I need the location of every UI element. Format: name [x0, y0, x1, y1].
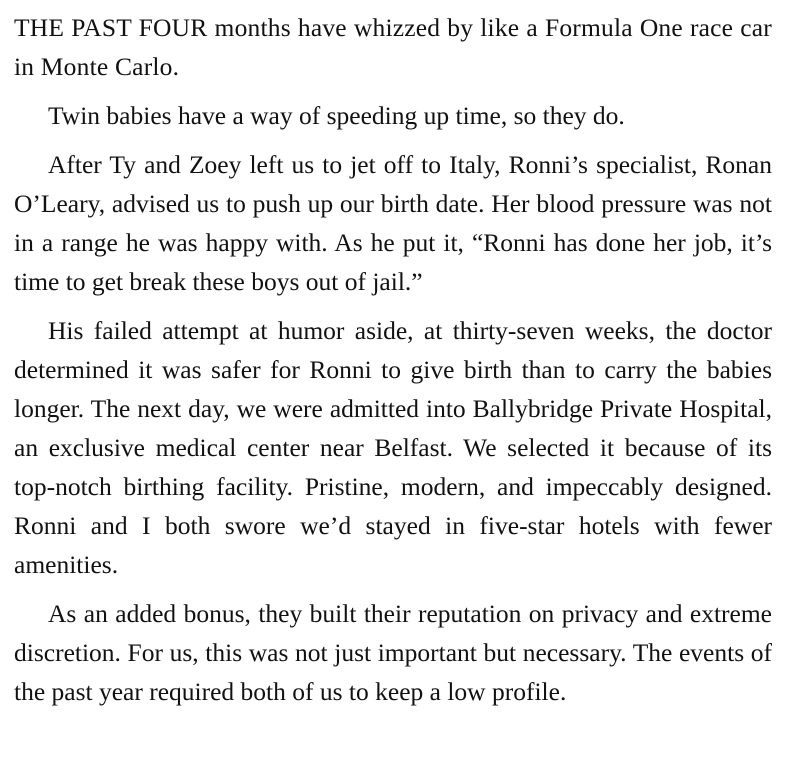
paragraph-1: THE PAST FOUR months have whizzed by like a Formula One race car in Monte Carlo. [14, 13, 772, 81]
paragraph-3: After Ty and Zoey left us to jet off to Italy, Ronni’s specialist, Ronan O’Leary, advised us to push up our birth date. Her blood pressure was not in a range he was happy with. As he put it, “Ronni has done her job, it’s time to get break these boys out of jail.” [14, 150, 772, 296]
paragraph-5: As an added bonus, they built their reputation on privacy and extreme discretion. For us, this was not just important but necessary. The events of the past year required both of us to keep a low profile. [14, 599, 772, 706]
paragraph-2: Twin babies have a way of speeding up time, so they do. [48, 101, 625, 130]
paragraph-4: His failed attempt at humor aside, at thirty-seven weeks, the doctor determined it was safer for Ronni to give birth than to carry the babies longer. The next day, we were admitted into Ballybridge Private Hospital, an exclusive medical center near Belfast. We selected it because of its top-notch birthing facility. Pristine, modern, and impeccably designed. Ronni and I both swore we’d stayed in five-star hotels with fewer amenities. [14, 316, 772, 579]
